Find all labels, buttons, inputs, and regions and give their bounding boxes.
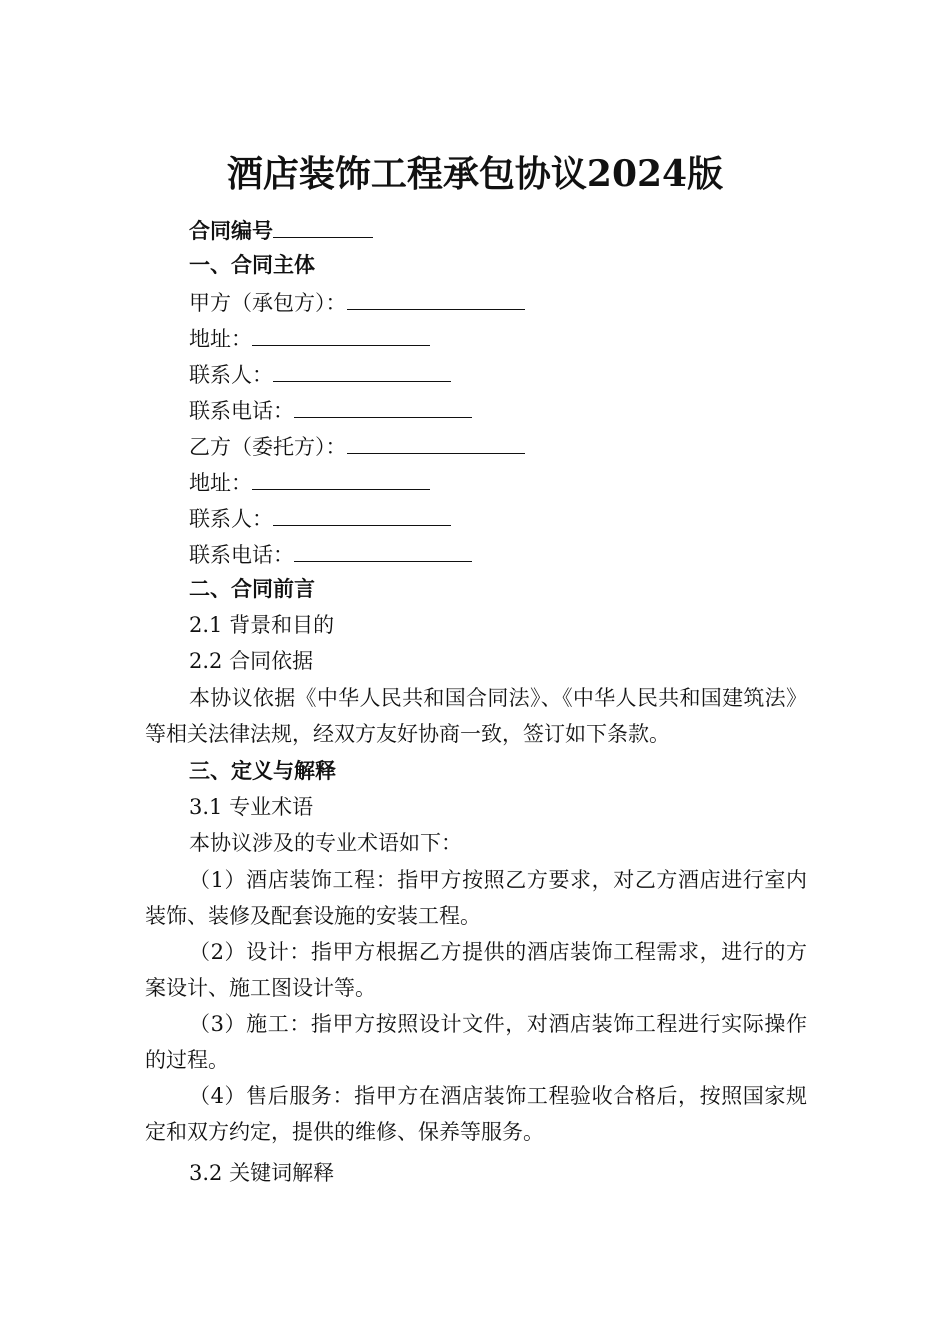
party-b-contact-label: 联系人： [189, 507, 273, 531]
section-1-heading: 一、合同主体 [189, 252, 315, 277]
term-1-paragraph: （1）酒店装饰工程：指甲方按照乙方要求，对乙方酒店进行室内装饰、装修及配套设施的安装工程。 [145, 868, 807, 928]
item-3-1: 3.1 专业术语 [189, 795, 314, 819]
party-b-phone-line [189, 539, 472, 569]
party-b-phone-blank[interactable] [294, 539, 472, 562]
party-a-address-line [189, 323, 430, 353]
basis-paragraph: 本协议依据《中华人民共和国合同法》、《中华人民共和国建筑法》等相关法律法规，经双方友好协商一致，签订如下条款。 [145, 686, 807, 746]
term-2-paragraph: （2）设计：指甲方根据乙方提供的酒店装饰工程需求，进行的方案设计、施工图设计等。 [145, 940, 807, 1000]
party-a-label: 甲方（承包方）： [189, 291, 347, 315]
party-b-address-label: 地址： [189, 471, 252, 495]
party-a-contact-blank[interactable] [273, 359, 451, 382]
section-3-heading: 三、定义与解释 [189, 758, 336, 783]
party-b-contact-blank[interactable] [273, 503, 451, 526]
party-a-contact-label: 联系人： [189, 363, 273, 387]
party-a-contact-line [189, 359, 451, 389]
party-a-phone-label: 联系电话： [189, 399, 294, 423]
party-b-address-line [189, 467, 430, 497]
party-a-address-blank[interactable] [252, 323, 430, 346]
party-b-label: 乙方（委托方）： [189, 435, 347, 459]
party-b-contact-line [189, 503, 451, 533]
document-title: 酒店装饰工程承包协议2024版 [226, 153, 724, 195]
item-3-2: 3.2 关键词解释 [189, 1161, 335, 1185]
term-4-paragraph: （4）售后服务：指甲方在酒店装饰工程验收合格后，按照国家规定和双方约定，提供的维修、保养等服务。 [145, 1084, 807, 1144]
item-2-1: 2.1 背景和目的 [189, 613, 335, 637]
item-2-2: 2.2 合同依据 [189, 649, 314, 673]
party-a-blank[interactable] [347, 287, 525, 310]
party-b-phone-label: 联系电话： [189, 543, 294, 567]
party-b-line [189, 431, 525, 461]
terms-intro: 本协议涉及的专业术语如下： [189, 831, 462, 855]
party-a-phone-line [189, 395, 472, 425]
term-3-paragraph: （3）施工：指甲方按照设计文件，对酒店装饰工程进行实际操作的过程。 [145, 1012, 807, 1072]
party-b-blank[interactable] [347, 431, 525, 454]
party-a-address-label: 地址： [189, 327, 252, 351]
party-b-address-blank[interactable] [252, 467, 430, 490]
contract-number-blank[interactable] [273, 215, 373, 238]
section-2-heading: 二、合同前言 [189, 576, 315, 601]
contract-number-line [189, 215, 373, 245]
party-a-line [189, 287, 525, 317]
party-a-phone-blank[interactable] [294, 395, 472, 418]
contract-number-label: 合同编号 [189, 218, 273, 243]
